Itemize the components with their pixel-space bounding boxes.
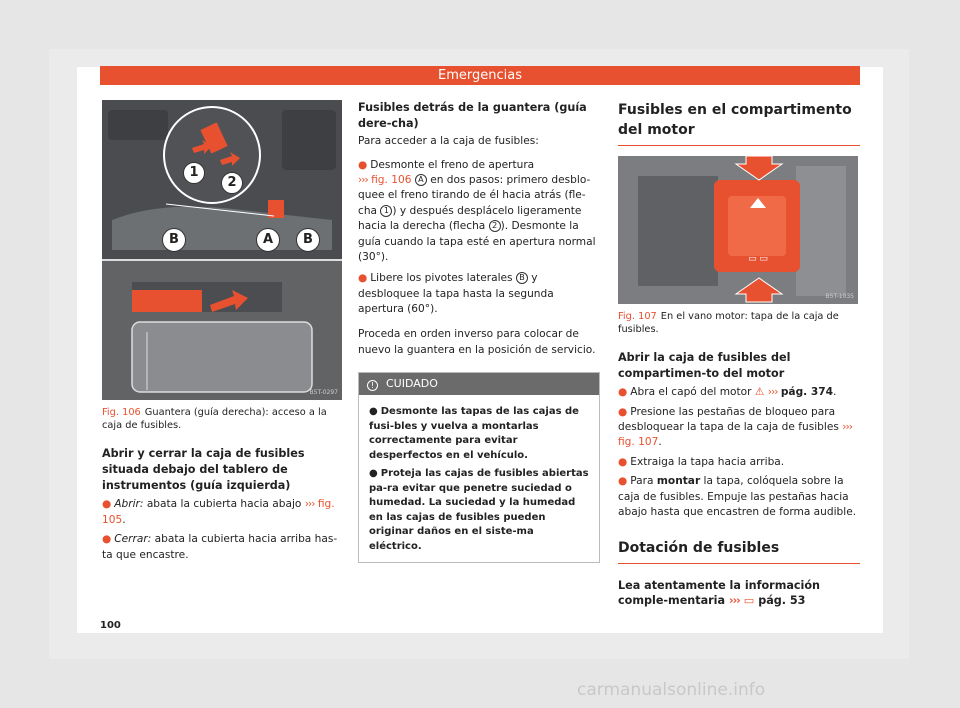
subhead-left-fusebox: Abrir y cerrar la caja de fusibles situada debajo del tablero de instrumentos (guía izquierda) <box>102 447 305 492</box>
figure-107-caption: Fig. 107 En el vano motor: tapa de la caja de fusibles. <box>618 310 839 335</box>
figure-106-image <box>102 100 342 400</box>
caution-header: ! CUIDADO <box>359 373 599 395</box>
svg-text:▭ ▭: ▭ ▭ <box>748 253 768 264</box>
figure-label: Fig. 107 <box>618 310 657 322</box>
subhead-open-engine-fusebox: Abrir la caja de fusibles del compartimen-to del motor <box>618 351 791 380</box>
link-fig-107[interactable]: fig. 107 <box>618 436 659 449</box>
bullet-release-pivots: ● Libere los pivotes laterales B y desbloquee la tapa hasta la segunda apertura (60°). <box>358 272 554 315</box>
callout-b-left: B <box>162 228 186 252</box>
link-fig-106[interactable]: fig. 106 <box>371 174 412 187</box>
bullet-open-hood: ● Abra el capó del motor ⚠ ››› pág. 374. <box>618 386 837 399</box>
link-pag-374[interactable]: pág. 374 <box>780 386 833 399</box>
column-middle <box>358 100 600 563</box>
caution-body <box>359 395 599 562</box>
caution-item: ● Proteja las cajas de fusibles abiertas pa-ra evitar que penetre suciedad o humedad. La suciedad y la humedad en las cajas de fusibles pueden originar daños en el siste-ma eléctrico. <box>369 468 589 552</box>
bullet-mount-cover: ● Para montar la tapa, colóquela sobre la caja de fusibles. Empuje las pestañas hacia abajo hasta que encastren de forma audible. <box>618 475 857 518</box>
callout-ref-1: 1 <box>380 205 392 217</box>
bullet-press-tabs: ● Presione las pestañas de bloqueo para desbloquear la tapa de la caja de fusibles ››› fig. 107. <box>618 405 852 449</box>
engine-fusebox-illustration <box>618 156 858 304</box>
callout-ref-a: A <box>415 174 427 186</box>
figure-106-caption: Fig. 106 Guantera (guía derecha): acceso a la caja de fusibles. <box>102 407 327 432</box>
bullet-dot: ● <box>102 533 112 546</box>
bullet-pull-up: ● Extraiga la tapa hacia arriba. <box>618 455 785 468</box>
subhead-read-info: Lea atentamente la información comple-mentaria ››› ▭ pág. 53 <box>618 578 821 608</box>
page-number: 100 <box>100 620 121 631</box>
bullet-dot: ● <box>358 272 368 285</box>
intro-text: Para acceder a la caja de fusibles: <box>358 135 539 148</box>
callout-a: A <box>256 228 280 252</box>
bullet-dot: ● <box>358 158 368 171</box>
section-header: Emergencias <box>100 66 860 85</box>
bullet-remove-brake: ● Desmonte el freno de apertura ››› fig. 106 A en dos pasos: primero desblo-quee el freno tirando de él hacia atrás (fle-cha 1 ) y después desplácelo ligeramente hacia la derecha (flecha 2 ). Desmonte la guía cuando la tapa esté en apertura normal (30°). <box>358 158 596 263</box>
caution-item: ● Desmonte las tapas de las cajas de fusi-bles y vuelva a montarlas correctamente para evitar desperfectos en el vehículo. <box>369 406 579 461</box>
figure-code: B5T-0297 <box>309 389 338 397</box>
subhead-glovebox-fuses: Fusibles detrás de la guantera (guía dere-cha) <box>358 101 587 130</box>
column-left <box>102 100 342 563</box>
warning-triangle-icon: ⚠ <box>754 386 765 399</box>
callout-2: 2 <box>221 172 243 194</box>
callout-b-right: B <box>296 228 320 252</box>
bullet-dot: ● <box>102 498 112 511</box>
watermark-text: carmanualsonline.info <box>577 680 766 700</box>
link-pag-53[interactable]: pág. 53 <box>758 594 806 608</box>
reverse-order-text: Proceda en orden inverso para colocar de nuevo la guantera en la posición de servicio. <box>358 328 596 356</box>
callout-ref-2: 2 <box>489 220 501 232</box>
info-icon: ! <box>367 380 378 391</box>
section-title-fuse-allocation: Dotación de fusibles <box>618 538 860 563</box>
figure-label: Fig. 106 <box>102 407 141 418</box>
figure-code: B5T-1035 <box>825 292 854 300</box>
section-title-engine-fuses: Fusibles en el compartimento del motor <box>618 100 860 146</box>
booklet-icon: ▭ <box>743 594 755 608</box>
column-right <box>618 100 860 609</box>
figure-107-image <box>618 156 858 304</box>
bullet-open: ● Abrir: abata la cubierta hacia abajo ››› fig. 105. <box>102 498 335 526</box>
callout-ref-b: B <box>516 272 528 284</box>
bullet-close: ● Cerrar: abata la cubierta hacia arriba has-ta que encastre. <box>102 533 338 561</box>
callout-1: 1 <box>183 162 205 184</box>
caution-box <box>358 372 600 563</box>
link-fig-105[interactable]: fig. 105 <box>102 498 335 526</box>
